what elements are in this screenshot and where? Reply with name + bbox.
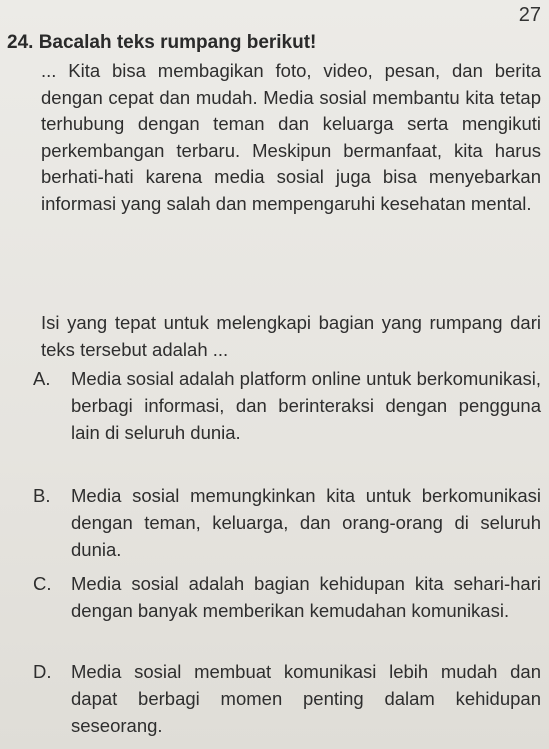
question-title: 24. Bacalah teks rumpang berikut! [7,32,317,53]
option-letter: B. [33,485,51,506]
option-letter: C. [33,573,52,594]
option-b[interactable] [33,482,541,563]
option-text: Media sosial adalah platform online untuk berkomunikasi, berbagi informasi, dan berinteraksi dengan pengguna lain di seluruh dunia. [71,368,541,443]
option-text: Media sosial memungkinkan kita untuk berkomunikasi dengan teman, keluarga, dan orang-orang di seluruh dunia. [71,485,541,560]
option-letter: D. [33,661,52,682]
option-c[interactable] [33,570,541,624]
option-text: Media sosial adalah bagian kehidupan kita sehari-hari dengan banyak memberikan kemudahan komunikasi. [71,573,541,621]
page-number: 27 [518,4,541,26]
option-d[interactable] [33,658,541,739]
question-prompt: Isi yang tepat untuk melengkapi bagian yang rumpang dari teks tersebut adalah ... [41,312,541,360]
option-letter: A. [33,368,51,389]
passage-text: ... Kita bisa membagikan foto, video, pesan, dan berita dengan cepat dan mudah. Media sosial membantu kita tetap terhubung dengan teman dan keluarga serta mengikuti perkembangan terbaru. Meskipun bermanfaat, kita harus berhati-hati karena media sosial juga bisa menyebarkan informasi yang salah dan mempengaruhi kesehatan mental. [41,60,541,214]
option-text: Media sosial membuat komunikasi lebih mudah dan dapat berbagi momen penting dalam kehidupan seseorang. [71,661,541,736]
option-a[interactable] [33,365,541,446]
